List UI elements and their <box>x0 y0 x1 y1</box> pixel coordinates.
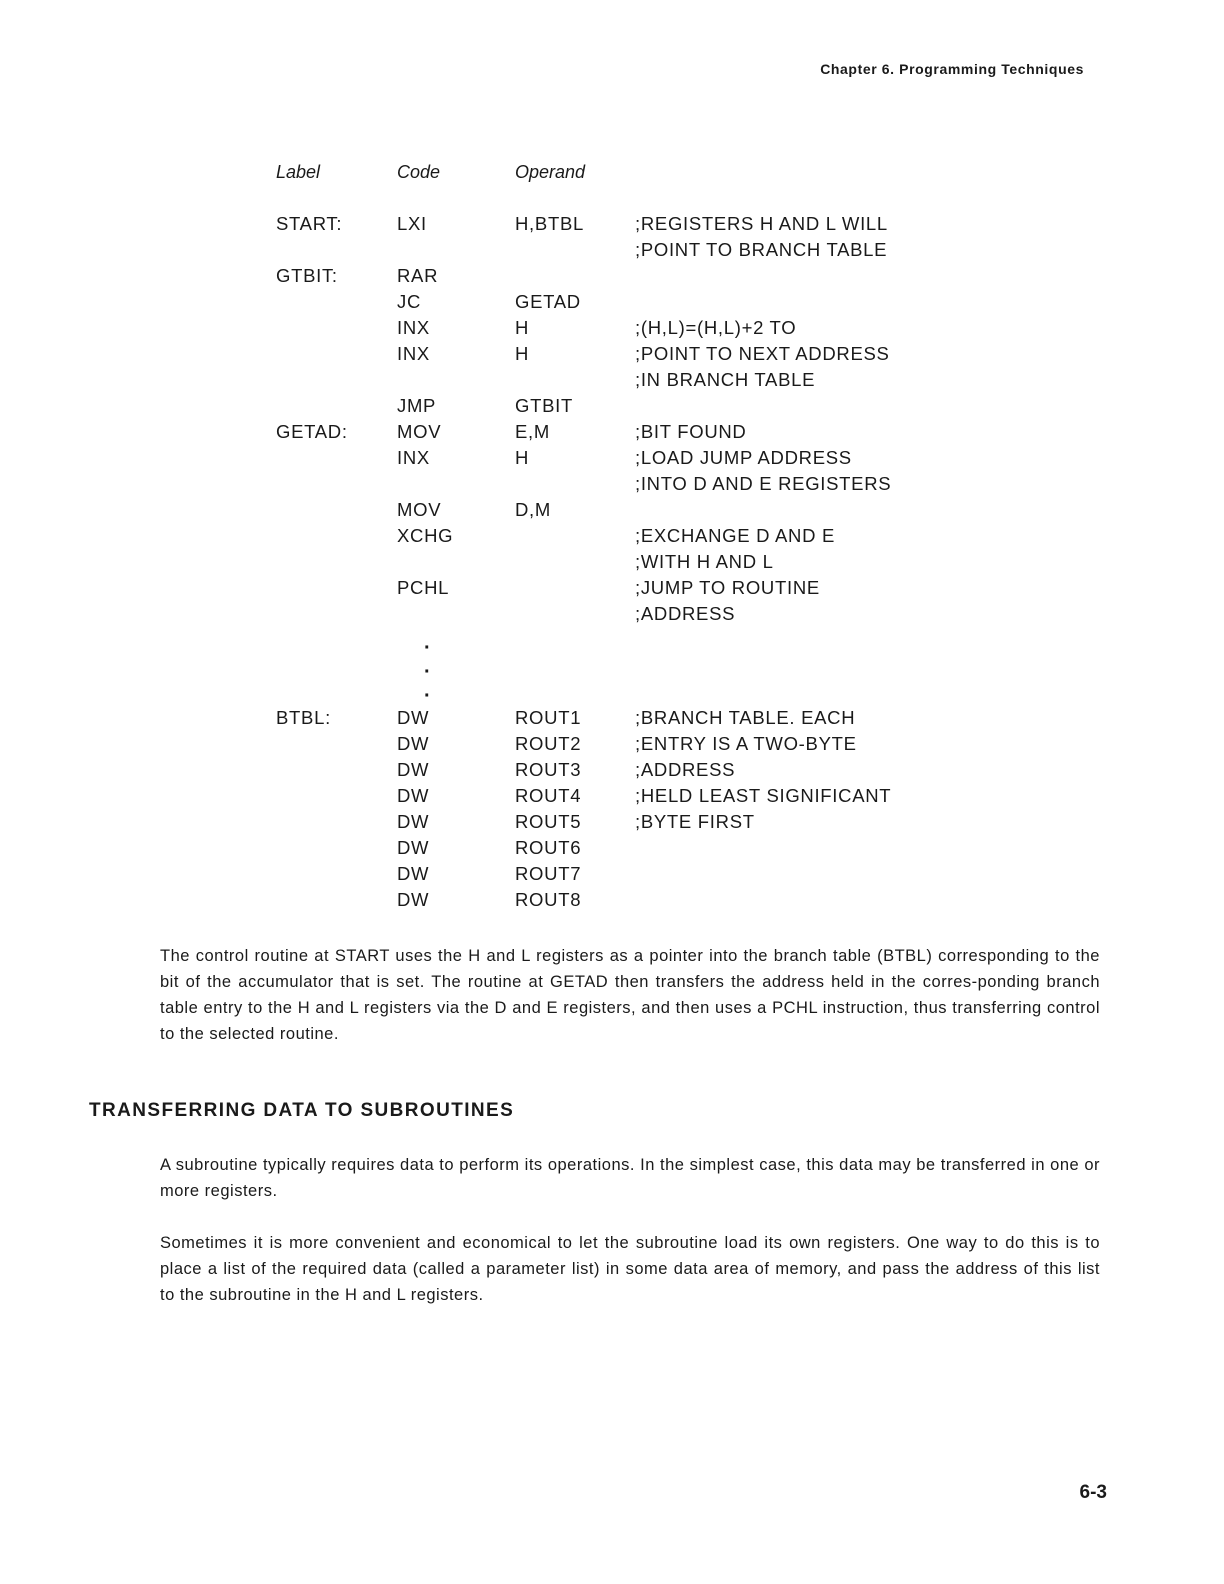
code-operand: ROUT3 <box>515 759 582 780</box>
code-operand: H <box>515 317 530 338</box>
code-comment: ;BRANCH TABLE. EACH <box>635 707 856 728</box>
code-row <box>276 291 976 317</box>
assembly-listing <box>276 213 976 923</box>
code-comment: ;(H,L)=(H,L)+2 TO <box>635 317 797 338</box>
code-operand: D,M <box>515 499 552 520</box>
code-code: DW <box>397 785 430 806</box>
code-code: PCHL <box>397 577 450 598</box>
header-code: Code <box>397 162 441 182</box>
code-operand: H <box>515 343 530 364</box>
header-label: Label <box>276 162 321 182</box>
code-operand: ROUT1 <box>515 707 582 728</box>
code-row <box>276 447 976 473</box>
code-row <box>276 785 976 811</box>
code-operand: ROUT8 <box>515 889 582 910</box>
code-code: INX <box>397 343 430 364</box>
code-code: DW <box>397 863 430 884</box>
code-comment: ;JUMP TO ROUTINE <box>635 577 820 598</box>
code-row <box>276 499 976 525</box>
chapter-header: Chapter 6. Programming Techniques <box>820 61 1084 77</box>
code-code: JMP <box>397 395 437 416</box>
code-comment: ;ADDRESS <box>635 603 736 624</box>
code-comment: ;WITH H AND L <box>635 551 774 572</box>
code-comment: ;POINT TO BRANCH TABLE <box>635 239 888 260</box>
code-row <box>276 837 976 863</box>
code-operand: H <box>515 447 530 468</box>
code-code: DW <box>397 811 430 832</box>
code-code: LXI <box>397 213 427 234</box>
intro-paragraph: A subroutine typically requires data to perform its operations. In the simplest case, this data may be transferred in one or more registers. <box>160 1156 1100 1200</box>
code-row <box>276 213 976 239</box>
code-code: MOV <box>397 421 442 442</box>
code-operand: ROUT4 <box>515 785 582 806</box>
code-row <box>276 239 976 265</box>
code-label: GETAD: <box>276 421 348 442</box>
code-row <box>276 421 976 447</box>
code-comment: ;ENTRY IS A TWO-BYTE <box>635 733 857 754</box>
code-row <box>276 603 976 629</box>
page-number: 6-3 <box>1079 1482 1107 1503</box>
code-row <box>276 577 976 603</box>
code-comment: ;ADDRESS <box>635 759 736 780</box>
code-operand: GTBIT <box>515 395 573 416</box>
code-operand: H,BTBL <box>515 213 584 234</box>
code-code: DW <box>397 759 430 780</box>
code-row <box>276 473 976 499</box>
code-operand: ROUT6 <box>515 837 582 858</box>
code-code: XCHG <box>397 525 454 546</box>
code-code: DW <box>397 837 430 858</box>
header-operand: Operand <box>515 162 586 182</box>
code-comment: ;EXCHANGE D AND E <box>635 525 836 546</box>
code-code: MOV <box>397 499 442 520</box>
code-operand: GETAD <box>515 291 581 312</box>
ellipsis-dots: · · · <box>424 637 431 707</box>
code-operand: ROUT2 <box>515 733 582 754</box>
code-label: BTBL: <box>276 707 331 728</box>
code-comment: ;POINT TO NEXT ADDRESS <box>635 343 890 364</box>
code-comment: ;IN BRANCH TABLE <box>635 369 816 390</box>
code-code: INX <box>397 317 430 338</box>
code-code: DW <box>397 707 430 728</box>
section-title: TRANSFERRING DATA TO SUBROUTINES <box>89 1100 515 1121</box>
code-row <box>276 525 976 551</box>
code-row <box>276 265 976 291</box>
code-row <box>276 889 976 915</box>
code-row <box>276 811 976 837</box>
code-code: RAR <box>397 265 439 286</box>
code-comment: ;BYTE FIRST <box>635 811 755 832</box>
code-comment: ;HELD LEAST SIGNIFICANT <box>635 785 892 806</box>
code-comment: ;REGISTERS H AND L WILL <box>635 213 888 234</box>
code-row <box>276 733 976 759</box>
code-operand: ROUT5 <box>515 811 582 832</box>
code-operand: E,M <box>515 421 550 442</box>
code-row <box>276 863 976 889</box>
code-code: DW <box>397 733 430 754</box>
code-code: INX <box>397 447 430 468</box>
code-operand: ROUT7 <box>515 863 582 884</box>
code-row <box>276 369 976 395</box>
code-row <box>276 551 976 577</box>
explanation-paragraph: The control routine at START uses the H and L registers as a pointer into the branch table (BTBL) corresponding to the bit of the accumulator that is set. The routine at GETAD then transfers the address held in the corres-ponding branch table entry to the H and L registers via the D and E registers, and then uses a PCHL instruction, thus transferring control to the selected routine. <box>160 947 1100 1043</box>
code-row <box>276 395 976 421</box>
parameter-list-paragraph: Sometimes it is more convenient and economical to let the subroutine load its own registers. One way to do this is to place a list of the required data (called a parameter list) in some data area of memory, and pass the address of this list to the subroutine in the H and L registers. <box>160 1234 1100 1304</box>
code-label: GTBIT: <box>276 265 338 286</box>
code-row <box>276 707 976 733</box>
code-row <box>276 343 976 369</box>
code-comment: ;LOAD JUMP ADDRESS <box>635 447 852 468</box>
code-comment: ;BIT FOUND <box>635 421 747 442</box>
code-code: JC <box>397 291 422 312</box>
code-row <box>276 317 976 343</box>
code-comment: ;INTO D AND E REGISTERS <box>635 473 892 494</box>
code-label: START: <box>276 213 343 234</box>
code-code: DW <box>397 889 430 910</box>
code-row <box>276 759 976 785</box>
